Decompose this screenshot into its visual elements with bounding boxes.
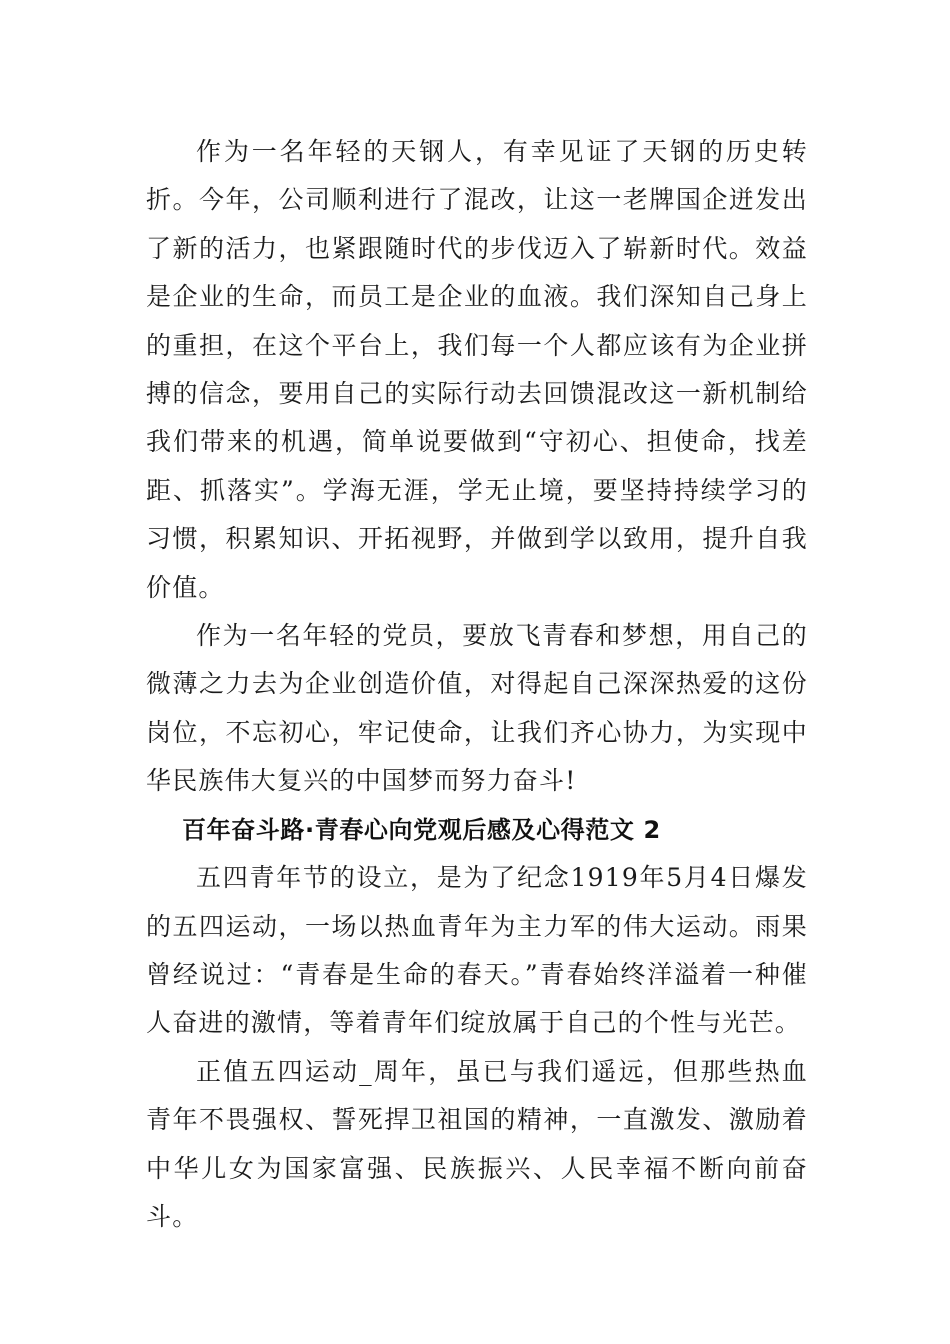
- body-paragraph: 作为一名年轻的党员，要放飞青春和梦想，用自己的微薄之力去为企业创造价值，对得起自己深深热爱的这份岗位，不忘初心，牢记使命，让我们齐心协力，为实现中华民族伟大复兴的中国梦而努力奋斗!: [146, 621, 808, 796]
- body-paragraph: 作为一名年轻的天钢人，有幸见证了天钢的历史转折。今年，公司顺利进行了混改，让这一老牌国企迸发出了新的活力，也紧跟随时代的步伐迈入了崭新时代。效益是企业的生命，而员工是企业的血液。我们深知自己身上的重担，在这个平台上，我们每一个人都应该有为企业拼搏的信念，要用自己的实际行动去回馈混改这一新机制给我们带来的机遇，简单说要做到“守初心、担使命，找差距、抓落实”。学海无涯，学无止境，要坚持持续学习的习惯，积累知识、开拓视野，并做到学以致用，提升自我价值。: [146, 137, 808, 602]
- section-heading: 百年奋斗路·青春心向党观后感及心得范文 2: [182, 815, 661, 844]
- body-paragraph: 五四青年节的设立，是为了纪念1919年5月4日爆发的五四运动，一场以热血青年为主力军的伟大运动。雨果曾经说过：“青春是生命的春天。”青春始终洋溢着一种催人奋进的激情，等着青年们绽放属于自己的个性与光芒。: [146, 863, 808, 1038]
- body-paragraph: 正值五四运动_周年，虽已与我们遥远，但那些热血青年不畏强权、誓死捍卫祖国的精神，一直激发、激励着中华儿女为国家富强、民族振兴、人民幸福不断向前奋斗。: [146, 1056, 808, 1231]
- document-body: [146, 128, 808, 1241]
